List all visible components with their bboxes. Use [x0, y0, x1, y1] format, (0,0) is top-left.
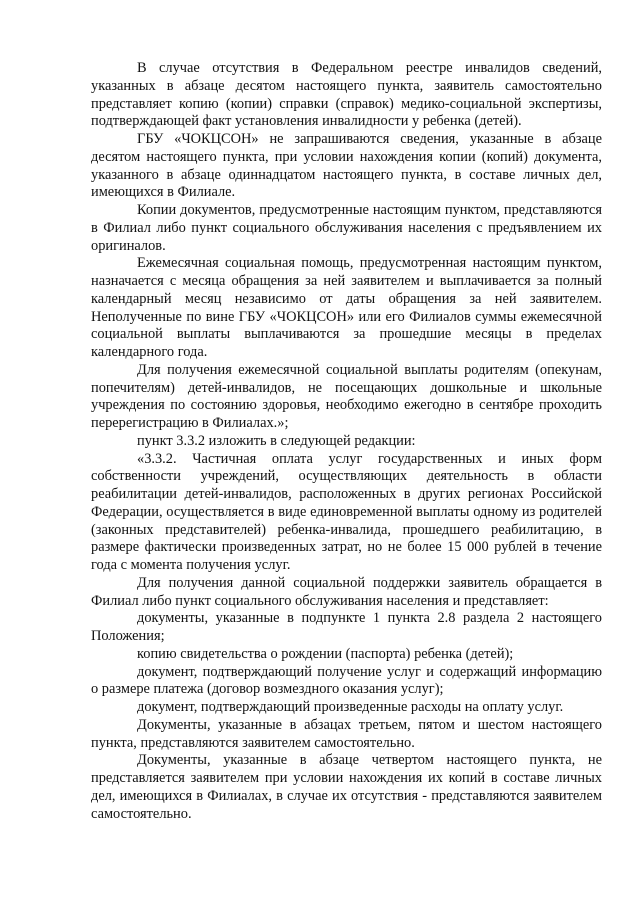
paragraph-amendment-intro: пункт 3.3.2 изложить в следующей редакции:: [137, 432, 416, 449]
document-body: [91, 60, 602, 823]
paragraph-doc-list-item-1: документы, указанные в подпункте 1 пункта 2.8 раздела 2 настоящего Положения;: [91, 610, 602, 644]
paragraph-personal-files: Документы, указанные в абзаце четвертом настоящего пункта, не представляется заявителем при условии нахождения их копий в составе личных дел, имеющихся в Филиалах, в случае их отсутствия - представляются заявителем самостоятельно.: [91, 752, 602, 822]
paragraph-no-request: ГБУ «ЧОКЦСОН» не запрашиваются сведения, указанные в абзаце десятом настоящего пункта, при условии нахождения копии (копий) документа, указанного в абзаце одиннадцатом настоящего пункта, в составе личных дел, имеющихся в Филиале.: [91, 131, 602, 201]
paragraph-self-submission: Документы, указанные в абзацах третьем, пятом и шестом настоящего пункта, представляются заявителем самостоятельно.: [91, 716, 602, 751]
paragraph-doc-list-item-2: копию свидетельства о рождении (паспорта) ребенка (детей);: [137, 645, 514, 662]
paragraph-application: Для получения данной социальной поддержки заявитель обращается в Филиал либо пункт социального обслуживания населения и представляет:: [91, 574, 602, 609]
paragraph-doc-list-item-4: документ, подтверждающий произведенные расходы на оплату услуг.: [137, 699, 564, 715]
paragraph-originals: Копии документов, предусмотренные настоящим пунктом, представляются в Филиал либо пункт социального обслуживания населения с предъявлением их оригиналов.: [91, 202, 602, 254]
paragraph-reregistration: Для получения ежемесячной социальной выплаты родителям (опекунам, попечителям) детей-инвалидов, не посещающих дошкольные и школьные учреждения по состоянию здоровья, необходимо ежегодно в сентябре проходить перерегистрацию в Филиалах.»;: [91, 361, 602, 431]
paragraph-doc-list-item-3: документ, подтверждающий получение услуг и содержащий информацию о размере платежа (договор возмездного оказания услуг);: [91, 663, 602, 698]
paragraph-clause-3-3-2: «3.3.2. Частичная оплата услуг государственных и иных форм собственности учреждений, осуществляющих деятельность в области реабилитации детей-инвалидов, расположенных в других регионах Российской Федерации, осуществляется в виде единовременной выплаты одному из родителей (законных представителей) ребенка-инвалида, прошедшего реабилитацию, в размере фактически произведенных затрат, но не более 15 000 рублей в течение года с момента получения услуг.: [91, 450, 602, 573]
paragraph-mse-certificate: В случае отсутствия в Федеральном реестре инвалидов сведений, указанных в абзаце десятом настоящего пункта, заявитель самостоятельно представляет копию (копии) справки (справок) медико-социальной экспертизы, подтверждающей факт установления инвалидности у ребенка (детей).: [91, 60, 602, 130]
paragraph-monthly-assistance: Ежемесячная социальная помощь, предусмотренная настоящим пунктом, назначается с месяца обращения за ней заявителем и выплачивается за полный календарный месяц независимо от даты обращения за ней заявителем. Неполученные по вине ГБУ «ЧОКЦСОН» или его Филиалов суммы ежемесячной социальной выплаты выплачиваются за прошедшие месяцы в пределах календарного года.: [91, 255, 602, 360]
